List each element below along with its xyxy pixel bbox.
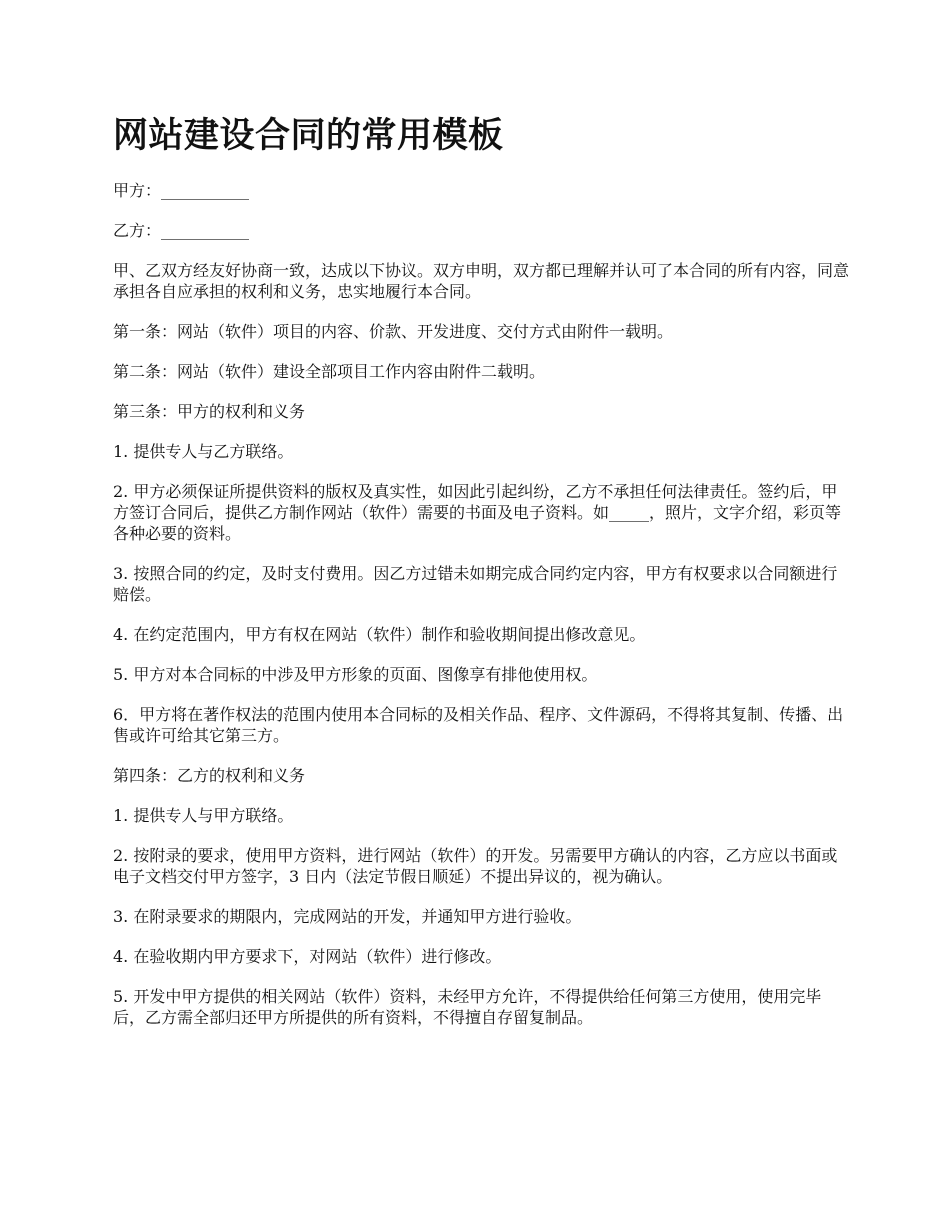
article-4-item-4: 4. 在验收期内甲方要求下，对网站（软件）进行修改。 <box>113 947 502 966</box>
article-3-item-4: 4. 在约定范围内，甲方有权在网站（软件）制作和验收期间提出修改意见。 <box>113 625 646 644</box>
article-3-item-6: 6．甲方将在著作权法的范围内使用本合同标的及相关作品、程序、文件源码，不得将其复制、传播、出售或许可给其它第三方。 <box>113 705 844 745</box>
document-title: 网站建设合同的常用模板 <box>113 116 504 156</box>
preamble-paragraph: 甲、乙双方经友好协商一致，达成以下协议。双方申明，双方都已理解并认可了本合同的所有内容，同意承担各自应承担的权利和义务，忠实地履行本合同。 <box>113 261 850 301</box>
article-3-item-5: 5. 甲方对本合同标的中涉及甲方形象的页面、图像享有排他使用权。 <box>113 665 598 684</box>
article-3-item-3: 3. 按照合同的约定，及时支付费用。因乙方过错未如期完成合同约定内容，甲方有权要求以合同额进行赔偿。 <box>113 564 838 604</box>
article-1: 第一条：网站（软件）项目的内容、价款、开发进度、交付方式由附件一载明。 <box>113 322 674 341</box>
article-2: 第二条：网站（软件）建设全部项目工作内容由附件二载明。 <box>113 362 546 381</box>
party-a-line: 甲方：___________ <box>113 181 250 200</box>
article-4-item-5: 5. 开发中甲方提供的相关网站（软件）资料，未经甲方允许，不得提供给任何第三方使用，使用完毕后，乙方需全部归还甲方所提供的所有资料，不得擅自存留复制品。 <box>113 987 822 1027</box>
article-4-item-3: 3. 在附录要求的期限内，完成网站的开发，并通知甲方进行验收。 <box>113 907 582 926</box>
article-3-item-1: 1. 提供专人与乙方联络。 <box>113 442 294 461</box>
document-page <box>113 112 853 1047</box>
article-3-heading: 第三条：甲方的权利和义务 <box>113 402 306 421</box>
article-4-heading: 第四条：乙方的权利和义务 <box>113 766 306 785</box>
article-4-item-2: 2. 按附录的要求，使用甲方资料，进行网站（软件）的开发。另需要甲方确认的内容，乙方应以书面或电子文档交付甲方签字，3 日内（法定节假日顺延）不提出异议的，视为确认。 <box>113 846 838 886</box>
party-b-line: 乙方：___________ <box>113 221 250 240</box>
article-4-item-1: 1. 提供专人与甲方联络。 <box>113 806 294 825</box>
article-3-item-2: 2. 甲方必须保证所提供资料的版权及真实性，如因此引起纠纷，乙方不承担任何法律责任。签约后，甲方签订合同后，提供乙方制作网站（软件）需要的书面及电子资料。如_____，照片，文字介绍，彩页等各种必要的资料。 <box>113 482 842 543</box>
